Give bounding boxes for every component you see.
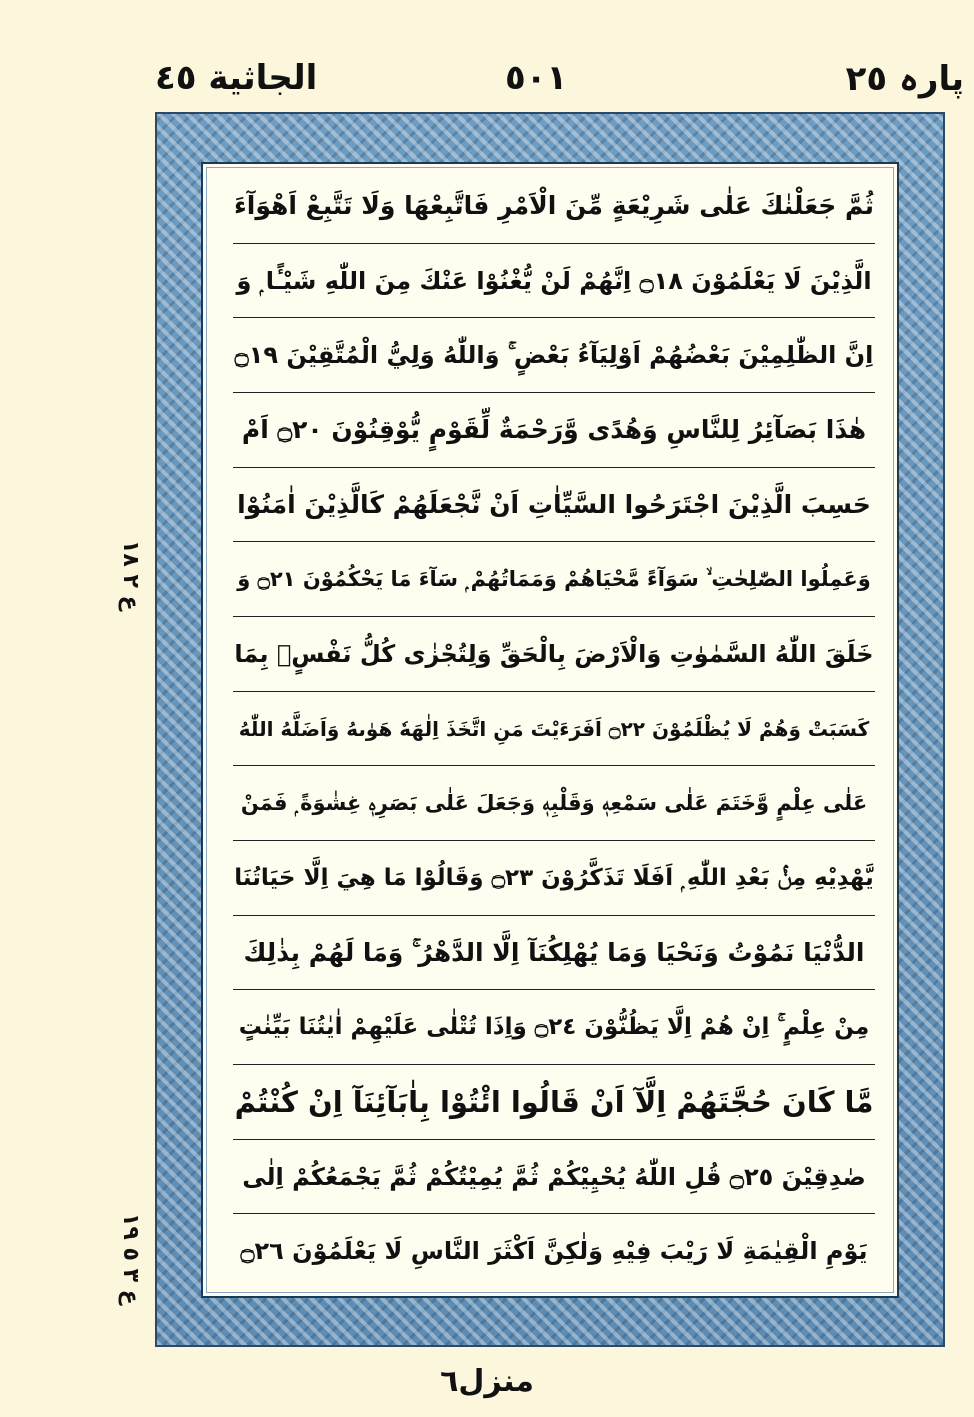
surah-name-header: الجاثية ٤٥ xyxy=(155,58,318,98)
verse-line: يَّهْدِيْهِ مِنْۢ بَعْدِ اللّٰهِ ۭ اَفَلَا تَذَكَّرُوْنَ ۝٢٣ وَقَالُوْا مَا هِيَ اِلَّا حَيَاتُنَا xyxy=(233,841,875,916)
juz-header: پارہ ٢٥ xyxy=(845,59,964,99)
verse-line: عَلٰى عِلْمٍ وَّخَتَمَ عَلٰى سَمْعِهٖ وَقَلْبِهٖ وَجَعَلَ عَلٰى بَصَرِهٖ غِشٰوَةً ۭ فَمَنْ xyxy=(233,766,875,841)
page-border xyxy=(155,112,945,1347)
text-panel xyxy=(201,162,899,1298)
verse-line: مَّا كَانَ حُجَّتَهُمْ اِلَّآ اَنْ قَالُوا ائْتُوْا بِاٰبَآئِنَآ اِنْ كُنْتُمْ xyxy=(233,1065,875,1140)
page-number: ٥٠١ xyxy=(505,58,568,98)
verse-line: خَلَقَ اللّٰهُ السَّمٰوٰتِ وَالْاَرْضَ بِالْحَقِّ وَلِتُجْزٰى كُلُّ نَفْسٍۢ بِمَا xyxy=(233,617,875,692)
verse-line: يَوْمِ الْقِيٰمَةِ لَا رَيْبَ فِيْهِ وَلٰكِنَّ اَكْثَرَ النَّاسِ لَا يَعْلَمُوْنَ ۝٢٦ xyxy=(240,1237,868,1266)
ruku-marker: ع ٣ ٥ ١٩ xyxy=(118,1213,143,1305)
verse-lines xyxy=(233,169,875,1288)
verse-line: وَعَمِلُوا الصّٰلِحٰتِ ۙ سَوَآءً مَّحْيَاهُمْ وَمَمَاتُهُمْ ۭ سَآءَ مَا يَحْكُمُوْنَ ۝٢١ وَ xyxy=(233,542,875,617)
verse-line: اِنَّ الظّٰلِمِيْنَ بَعْضُهُمْ اَوْلِيَآءُ بَعْضٍ ۚ وَاللّٰهُ وَلِيُّ الْمُتَّقِيْنَ ۝١٩ xyxy=(233,318,875,393)
verse-line: مِنْ عِلْمٍ ۚ اِنْ هُمْ اِلَّا يَظُنُّوْنَ ۝٢٤ وَاِذَا تُتْلٰى عَلَيْهِمْ اٰيٰتُنَا بَيِّنٰتٍ xyxy=(233,990,875,1065)
verse-line: صٰدِقِيْنَ ۝٢٥ قُلِ اللّٰهُ يُحْيِيْكُمْ ثُمَّ يُمِيْتُكُمْ ثُمَّ يَجْمَعُكُمْ اِلٰى xyxy=(233,1140,875,1215)
verse-line: الدُّنْيَا نَمُوْتُ وَنَحْيَا وَمَا يُهْلِكُنَآ اِلَّا الدَّهْرُ ۚ وَمَا لَهُمْ بِذٰلِكَ xyxy=(233,916,875,991)
manzil-footer: منزل٦ xyxy=(440,1364,534,1399)
verse-line: ثُمَّ جَعَلْنٰكَ عَلٰى شَرِيْعَةٍ مِّنَ الْاَمْرِ فَاتَّبِعْهَا وَلَا تَتَّبِعْ اَهْوَآءَ xyxy=(233,169,875,244)
verse-line: الَّذِيْنَ لَا يَعْلَمُوْنَ ۝١٨ اِنَّهُمْ لَنْ يُّغْنُوْا عَنْكَ مِنَ اللّٰهِ شَيْـًٔا ۭ وَ xyxy=(233,244,875,319)
verse-line: كَسَبَتْ وَهُمْ لَا يُظْلَمُوْنَ ۝٢٢ اَفَرَءَيْتَ مَنِ اتَّخَذَ اِلٰهَهٗ هَوٰىهُ وَاَضَلَّهُ اللّٰهُ xyxy=(233,692,875,767)
verse-line: حَسِبَ الَّذِيْنَ اجْتَرَحُوا السَّيِّاٰتِ اَنْ نَّجْعَلَهُمْ كَالَّذِيْنَ اٰمَنُوْا xyxy=(233,468,875,543)
ruku-marker: ع ٢ ١٨ xyxy=(118,540,143,611)
verse-line: هٰذَا بَصَآئِرُ لِلنَّاسِ وَهُدًى وَّرَحْمَةٌ لِّقَوْمٍ يُّوْقِنُوْنَ ۝٢٠ اَمْ xyxy=(233,393,875,468)
